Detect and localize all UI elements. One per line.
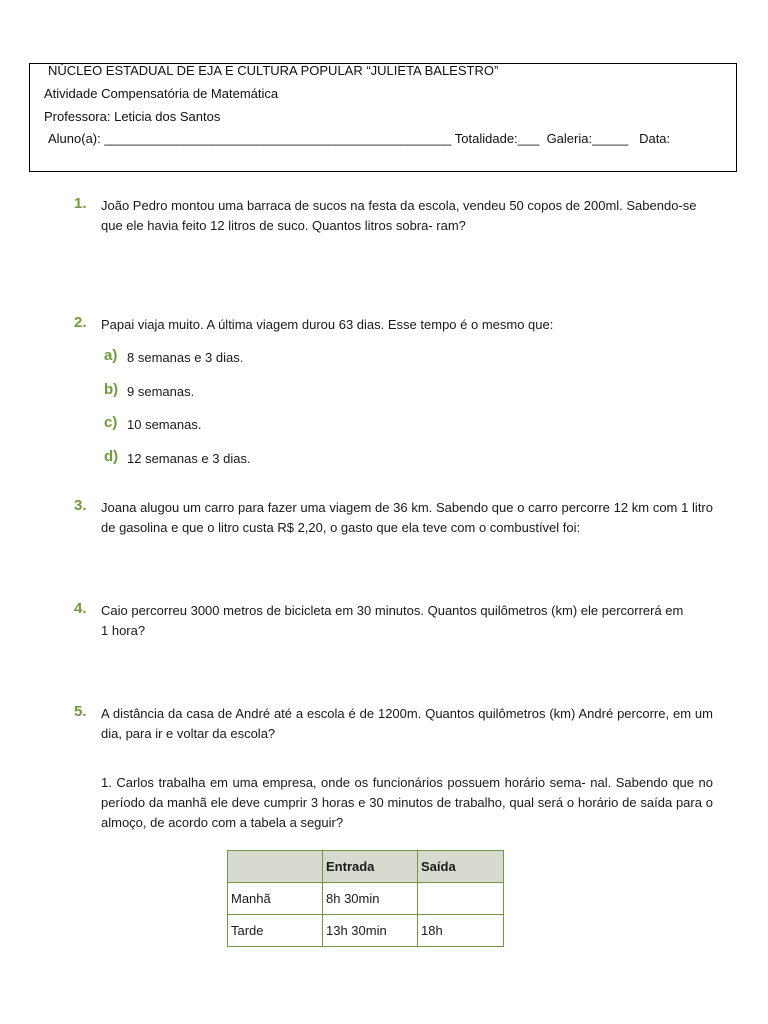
schedule-table (227, 850, 504, 947)
option-letter: b) (104, 381, 119, 398)
question-text: Caio percorreu 3000 metros de bicicleta em 30 minutos. Quantos quilômetros (km) ele percorrerá em 1 hora? (101, 603, 684, 638)
question-text: A distância da casa de André até a escola é de 1200m. Quantos quilômetros (km) André percorre, em um dia, para ir e voltar da escola? (101, 706, 713, 741)
question-text: Joana alugou um carro para fazer uma viagem de 36 km. Sabendo que o carro percorre 12 km com 1 litro de gasolina e que o litro custa R$ 2,20, o gasto que ela teve com o combustível foi: (101, 500, 713, 535)
table-cell: 18h (418, 915, 504, 947)
question-number: 3. (74, 497, 87, 514)
table-row (228, 915, 504, 947)
table-row (228, 883, 504, 915)
student-info-line: Aluno(a): ________________________________________________ Totalidade:___ Galeria:_____ Data: (48, 131, 671, 146)
table-cell: Manhã (228, 883, 323, 915)
option-letter: a) (104, 347, 118, 364)
table-header-cell: Entrada (323, 851, 418, 883)
table-header-row (228, 851, 504, 883)
extra-question-text: 1. Carlos trabalha em uma empresa, onde os funcionários possuem horário sema- nal. Sabendo que no período da manhã ele deve cumprir 3 horas e 30 minutos de trabalho, qual será o horário de saída para o almoço, de acordo com a tabela a seguir? (101, 775, 713, 830)
question-text: Papai viaja muito. A última viagem durou 63 dias. Esse tempo é o mesmo que: (101, 317, 554, 332)
school-name: NÚCLEO ESTADUAL DE EJA E CULTURA POPULAR “JULIETA BALESTRO” (48, 63, 499, 78)
option-text: 10 semanas. (127, 417, 202, 432)
question-number: 2. (74, 314, 87, 331)
table-cell: Tarde (228, 915, 323, 947)
option-text: 8 semanas e 3 dias. (127, 350, 244, 365)
question-number: 4. (74, 600, 87, 617)
question-text: João Pedro montou uma barraca de sucos na festa da escola, vendeu 50 copos de 200ml. Sabendo-se que ele havia feito 12 litros de suco. Quantos litros sobra- ram? (101, 198, 697, 233)
table-cell (418, 883, 504, 915)
option-text: 12 semanas e 3 dias. (127, 451, 251, 466)
table-cell: 8h 30min (323, 883, 418, 915)
question-number: 5. (74, 703, 87, 720)
option-letter: c) (104, 414, 118, 431)
activity-title: Atividade Compensatória de Matemática (44, 86, 279, 101)
table-header-cell: Saída (418, 851, 504, 883)
header-box (29, 63, 737, 172)
option-letter: d) (104, 448, 119, 465)
question-number: 1. (74, 195, 87, 212)
table-cell: 13h 30min (323, 915, 418, 947)
teacher-name: Professora: Leticia dos Santos (44, 109, 221, 124)
table-header-cell (228, 851, 323, 883)
option-text: 9 semanas. (127, 384, 195, 399)
